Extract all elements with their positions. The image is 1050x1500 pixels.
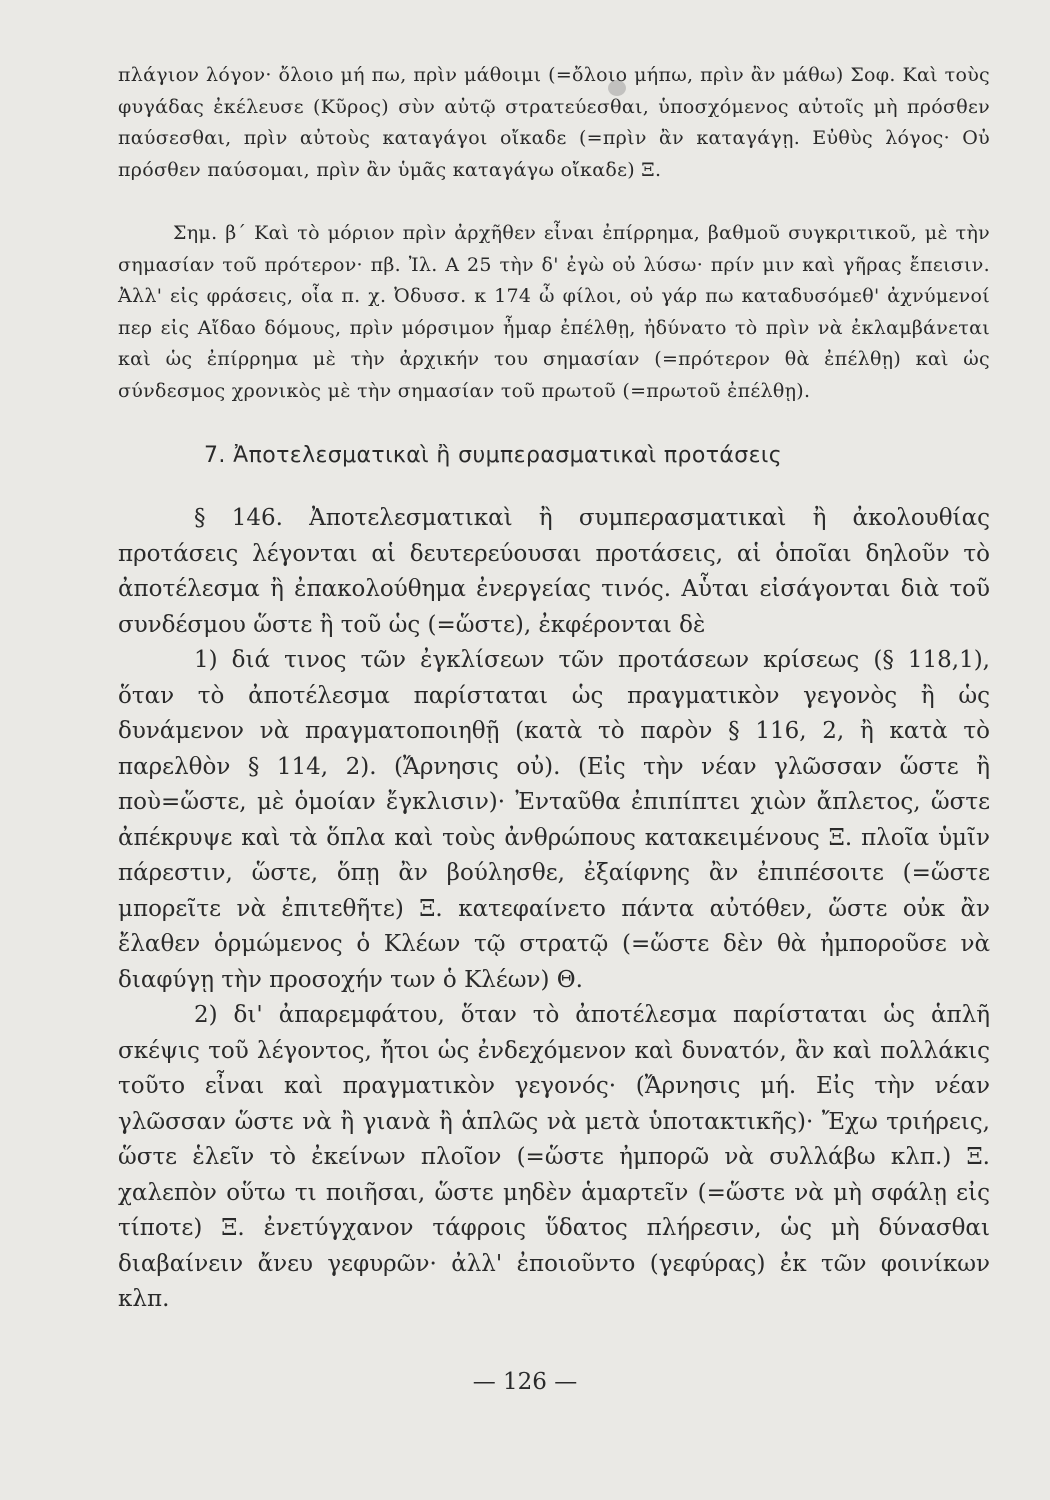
main-text <box>118 501 990 1318</box>
section-heading: 7. Ἀποτελεσματικαὶ ἢ συμπερασματικαὶ προτάσεις <box>204 443 783 468</box>
remark-paragraph-2: Σημ. β΄ Καὶ τὸ μόριον πρὶν ἀρχῆθεν εἶναι ἐπίρρημα, βαθμοῦ συγκριτικοῦ, μὲ τὴν σημασίαν τοῦ πρότερον· πβ. Ἰλ. Α 25 τὴν δ' ἐγὼ οὐ λύσω· πρίν μιν καὶ γῆρας ἔπεισιν. Ἀλλ' εἰς φράσεις, οἷα π. χ. Ὀδυσσ. κ 174 ὦ φίλοι, οὐ γάρ πω καταδυσόμεθ' ἀχνύμενοί περ εἰς Αἴδαο δόμους, πρὶν μόρσιμον ἦμαρ ἐπέλθῃ, ἠδύνατο τὸ πρὶν νὰ ἐκλαμβάνεται καὶ ὡς ἐπίρρημα μὲ τὴν ἀρχικήν του σημασίαν (=πρότερον θὰ ἐπέλθῃ) καὶ ὡς σύνδεσμος χρονικὸς μὲ τὴν σημασίαν τοῦ πρωτοῦ (=πρωτοῦ ἐπέλθῃ). <box>118 222 990 402</box>
page-number: — 126 — <box>472 1369 578 1395</box>
remark-paragraph-1: πλάγιον λόγον· ὄλοιο μή πω, πρὶν μάθοιμι (=ὄλοιο μήπω, πρὶν ἂν μάθω) Σοφ. Καὶ τοὺς φυγάδας ἐκέλευσε (Κῦρος) σὺν αὐτῷ στρατεύεσθαι, ὑποσχόμενος αὐτοῖς μὴ πρόσθεν παύσεσθαι, πρὶν αὐτοὺς καταγάγοι οἴκαδε (=πρὶν ἂν καταγάγῃ. Εὐθὺς λόγος· Οὐ πρόσθεν παύσομαι, πρὶν ἂν ὑμᾶς καταγάγω οἴκαδε) Ξ. <box>118 64 990 181</box>
remark-continuation <box>118 60 990 186</box>
paragraph-case-1: 1) διά τινος τῶν ἐγκλίσεων τῶν προτάσεων κρίσεως (§ 118,1), ὅταν τὸ ἀποτέλεσμα παρίσταται ὡς πραγματικὸν γεγονὸς ἢ ὡς δυνάμενον νὰ πραγματοποιηθῇ (κατὰ τὸ παρὸν § 116, 2, ἢ κατὰ τὸ παρελθὸν § 114, 2). (Ἄρνησις οὐ). (Εἰς τὴν νέαν γλῶσσαν ὥστε ἢ ποὺ=ὥστε, μὲ ὁμοίαν ἔγκλισιν)· Ἐνταῦθα ἐπιπίπτει χιὼν ἄπλετος, ὥστε ἀπέκρυψε καὶ τὰ ὅπλα καὶ τοὺς ἀνθρώπους κατακειμένους Ξ. πλοῖα ὑμῖν πάρεστιν, ὥστε, ὅπῃ ἂν βούλησθε, ἐξαίφνης ἂν ἐπιπέσοιτε (=ὥστε μπορεῖτε νὰ ἐπιτεθῆτε) Ξ. κατεφαίνετο πάντα αὐτόθεν, ὥστε οὐκ ἂν ἔλαθεν ὁρμώμενος ὁ Κλέων τῷ στρατῷ (=ὥστε δὲν θὰ ἠμποροῦσε νὰ διαφύγῃ τὴν προσοχήν των ὁ Κλέων) Θ. <box>118 647 990 993</box>
remark-note <box>118 218 990 408</box>
paragraph-146: § 146. Ἀποτελεσματικαὶ ἢ συμπερασματικαὶ ἢ ἀκολουθίας προτάσεις λέγονται αἱ δευτερεύουσαι προτάσεις, αἱ ὁποῖαι δηλοῦν τὸ ἀποτέλεσμα ἢ ἐπακολούθημα ἐνεργείας τινός. Αὗται εἰσάγονται διὰ τοῦ συνδέσμου ὥστε ἢ τοῦ ὡς (=ὥστε), ἐκφέρονται δὲ <box>118 505 990 638</box>
paragraph-case-2: 2) δι' ἀπαρεμφάτου, ὅταν τὸ ἀποτέλεσμα παρίσταται ὡς ἁπλῆ σκέψις τοῦ λέγοντος, ἤτοι ὡς ἐνδεχόμενον καὶ δυνατόν, ἂν καὶ πολλάκις τοῦτο εἶναι καὶ πραγματικὸν γεγονός· (Ἄρνησις μή. Εἰς τὴν νέαν γλῶσσαν ὥστε νὰ ἢ γιανὰ ἢ ἁπλῶς νὰ μετὰ ὑποτακτικῆς)· Ἔχω τριήρεις, ὥστε ἑλεῖν τὸ ἐκείνων πλοῖον (=ὥστε ἠμπορῶ νὰ συλλάβω κλπ.) Ξ. χαλεπὸν οὕτω τι ποιῆσαι, ὥστε μηδὲν ἁμαρτεῖν (=ὥστε νὰ μὴ σφάλῃ εἰς τίποτε) Ξ. ἐνετύγχανον τάφροις ὕδατος πλήρεσιν, ὡς μὴ δύνασθαι διαβαίνειν ἄνευ γεφυρῶν· ἀλλ' ἐποιοῦντο (γεφύρας) ἐκ τῶν φοινίκων κλπ. <box>118 1002 990 1312</box>
